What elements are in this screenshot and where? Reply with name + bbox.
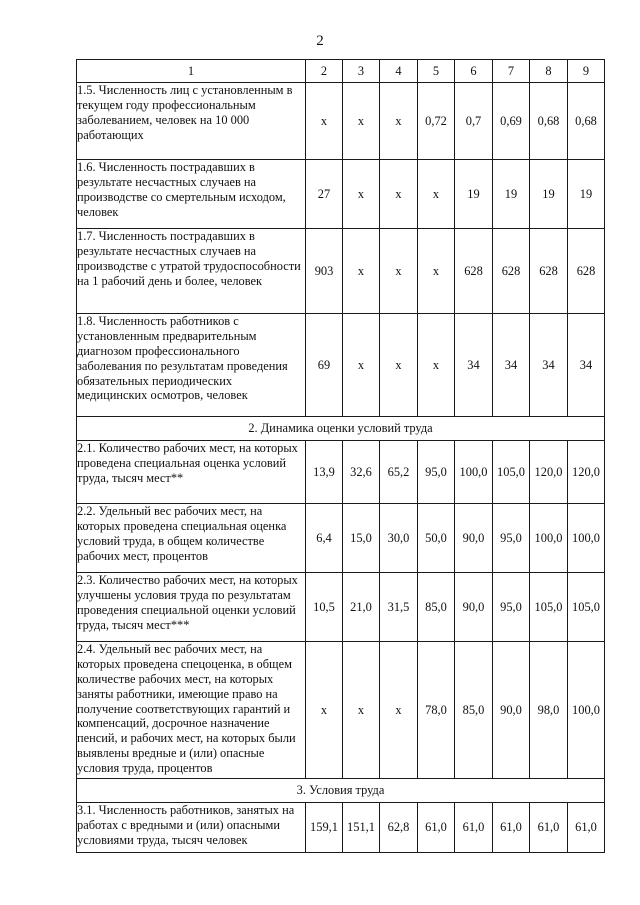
page-number: 2 <box>316 33 324 49</box>
indicator-value: 98,0 <box>530 642 568 779</box>
indicator-value: 628 <box>568 229 605 314</box>
indicator-value: 0,72 <box>418 83 455 160</box>
indicator-value: 0,68 <box>530 83 568 160</box>
indicator-value: x <box>343 83 380 160</box>
indicator-value: x <box>418 229 455 314</box>
indicator-value: 95,0 <box>493 504 530 573</box>
table-row <box>77 160 605 229</box>
indicator-label: 1.7. Численность пострадавших в результате несчастных случаев на производстве с утратой трудоспособности на 1 рабочий день и более, человек <box>77 229 306 314</box>
indicator-value: 151,1 <box>343 803 380 853</box>
table-row <box>77 314 605 417</box>
indicator-value: x <box>380 83 418 160</box>
indicator-value: 31,5 <box>380 573 418 642</box>
indicator-value: 100,0 <box>568 504 605 573</box>
indicator-label: 1.8. Численность работников с установленным предварительным диагнозом профессионального заболевания по результатам проведения обязательных периодических медицинских осмотров, человек <box>77 314 306 417</box>
indicator-value: 27 <box>306 160 343 229</box>
indicator-value: x <box>380 314 418 417</box>
indicator-value: 21,0 <box>343 573 380 642</box>
table-row <box>77 573 605 642</box>
indicator-value: 78,0 <box>418 642 455 779</box>
column-header: 2 <box>306 60 343 83</box>
indicator-value: 0,68 <box>568 83 605 160</box>
indicator-value: 61,0 <box>493 803 530 853</box>
indicator-value: 19 <box>568 160 605 229</box>
indicator-value: 10,5 <box>306 573 343 642</box>
indicator-value: 100,0 <box>568 642 605 779</box>
indicator-value: 61,0 <box>418 803 455 853</box>
indicator-value: 34 <box>493 314 530 417</box>
indicator-value: x <box>343 642 380 779</box>
section-title: 3. Условия труда <box>77 779 605 803</box>
indicator-value: x <box>306 642 343 779</box>
indicator-value: 85,0 <box>455 642 493 779</box>
column-header: 6 <box>455 60 493 83</box>
indicator-value: 34 <box>568 314 605 417</box>
table-row <box>77 229 605 314</box>
indicator-value: 0,69 <box>493 83 530 160</box>
indicator-value: 30,0 <box>380 504 418 573</box>
indicator-value: 628 <box>455 229 493 314</box>
indicator-value: 90,0 <box>493 642 530 779</box>
indicator-value: 69 <box>306 314 343 417</box>
indicator-value: 32,6 <box>343 441 380 504</box>
indicator-value: 105,0 <box>493 441 530 504</box>
indicator-value: 100,0 <box>530 504 568 573</box>
indicator-value: 19 <box>530 160 568 229</box>
table-row <box>77 441 605 504</box>
column-header: 9 <box>568 60 605 83</box>
indicator-value: 50,0 <box>418 504 455 573</box>
indicator-value: 61,0 <box>455 803 493 853</box>
column-header: 1 <box>77 60 306 83</box>
indicator-value: 15,0 <box>343 504 380 573</box>
indicator-value: 95,0 <box>418 441 455 504</box>
indicator-value: 159,1 <box>306 803 343 853</box>
indicator-value: x <box>343 160 380 229</box>
indicator-value: 61,0 <box>568 803 605 853</box>
indicator-value: x <box>380 160 418 229</box>
indicator-value: x <box>306 83 343 160</box>
column-header: 7 <box>493 60 530 83</box>
indicator-value: x <box>343 314 380 417</box>
section-row <box>77 779 605 803</box>
indicator-value: 13,9 <box>306 441 343 504</box>
indicator-value: 34 <box>455 314 493 417</box>
indicator-value: 85,0 <box>418 573 455 642</box>
indicator-value: 6,4 <box>306 504 343 573</box>
indicator-label: 2.4. Удельный вес рабочих мест, на которых проведена спецоценка, в общем количестве рабочих мест, на которых заняты работники, имеющие право на получение соответствующих гарантий и компенсаций, досрочное назначение пенсий, и рабочих мест, на которых были выявлены вредные и (или) опасные условия труда, процентов <box>77 642 306 779</box>
indicator-value: 61,0 <box>530 803 568 853</box>
section-title: 2. Динамика оценки условий труда <box>77 417 605 441</box>
indicator-label: 2.1. Количество рабочих мест, на которых проведена специальная оценка условий труда, тысяч мест** <box>77 441 306 504</box>
indicator-value: 0,7 <box>455 83 493 160</box>
indicator-value: 120,0 <box>568 441 605 504</box>
table-header-row <box>77 60 605 83</box>
indicators-table <box>76 59 605 853</box>
indicator-value: 62,8 <box>380 803 418 853</box>
indicator-value: x <box>418 314 455 417</box>
indicator-value: x <box>418 160 455 229</box>
indicator-value: x <box>343 229 380 314</box>
indicator-value: 19 <box>455 160 493 229</box>
indicator-value: 628 <box>530 229 568 314</box>
table-row <box>77 504 605 573</box>
indicator-value: 105,0 <box>530 573 568 642</box>
indicator-value: 628 <box>493 229 530 314</box>
indicator-label: 1.6. Численность пострадавших в результате несчастных случаев на производстве со смертельным исходом, человек <box>77 160 306 229</box>
column-header: 4 <box>380 60 418 83</box>
table-row <box>77 83 605 160</box>
table-row <box>77 642 605 779</box>
indicator-label: 2.3. Количество рабочих мест, на которых улучшены условия труда по результатам проведения специальной оценки условий труда, тысяч мест*** <box>77 573 306 642</box>
indicator-value: 95,0 <box>493 573 530 642</box>
column-header: 8 <box>530 60 568 83</box>
indicator-value: 65,2 <box>380 441 418 504</box>
indicator-value: 90,0 <box>455 573 493 642</box>
indicator-label: 2.2. Удельный вес рабочих мест, на которых проведена специальная оценка условий труда, в общем количестве рабочих мест, процентов <box>77 504 306 573</box>
indicator-value: 19 <box>493 160 530 229</box>
indicator-value: 105,0 <box>568 573 605 642</box>
indicator-value: 34 <box>530 314 568 417</box>
indicator-label: 3.1. Численность работников, занятых на работах с вредными и (или) опасными условиями труда, тысяч человек <box>77 803 306 853</box>
indicator-value: x <box>380 642 418 779</box>
indicator-value: x <box>380 229 418 314</box>
indicator-value: 120,0 <box>530 441 568 504</box>
column-header: 3 <box>343 60 380 83</box>
indicator-value: 100,0 <box>455 441 493 504</box>
indicator-label: 1.5. Численность лиц с установленным в текущем году профессиональным заболеванием, человек на 10 000 работающих <box>77 83 306 160</box>
section-row <box>77 417 605 441</box>
indicator-value: 90,0 <box>455 504 493 573</box>
column-header: 5 <box>418 60 455 83</box>
indicator-value: 903 <box>306 229 343 314</box>
table-row <box>77 803 605 853</box>
